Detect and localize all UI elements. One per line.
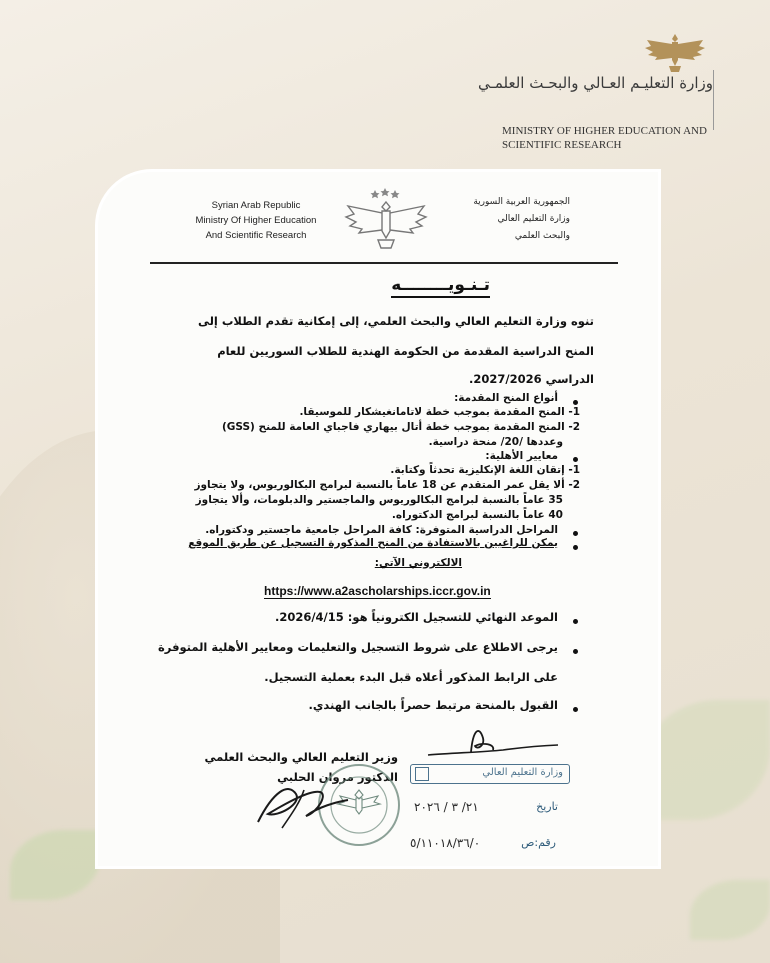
eligibility-1: 1- إتقان اللغة الإنكليزية تحدثاً وكتابة. bbox=[390, 464, 580, 476]
intro-line2: المنح الدراسية المقدمة من الحكومة الهندية للطلاب السوريين للعام bbox=[217, 344, 594, 358]
stamp-number-value: ٥/١١٠١٨/٣٦/٠ bbox=[410, 836, 481, 850]
minister-signature-icon bbox=[248, 772, 358, 832]
eagle-with-stars-icon bbox=[344, 186, 428, 252]
ministry-english-line1: MINISTRY OF HIGHER EDUCATION AND bbox=[502, 125, 707, 137]
stamp-date-value: ٢١/ ٣ / ٢٠٢٦ bbox=[414, 800, 479, 814]
review-line1: يرجى الاطلاع على شروط التسجيل والتعليمات ومعايير الأهلية المتوفرة bbox=[158, 640, 558, 654]
letterhead-english bbox=[186, 198, 326, 243]
eligibility-2-line2: 35 عاماً بالنسبة لبرامج البكالوريوس والماجستير والدبلومات، وألا يتجاوز bbox=[195, 494, 563, 506]
minister-name: الدكتور مروان الحلبي bbox=[277, 770, 398, 784]
intro-line1: تنوه وزارة التعليم العالي والبحث العلمي، إلى إمكانية تقدم الطلاب إلى bbox=[197, 314, 594, 328]
type-1: 1- المنح المقدمة بموجب خطة لاتامانغيشكار للموسيقا. bbox=[299, 406, 580, 418]
stamp-number-label: رقم:ص bbox=[521, 836, 556, 849]
bullet-register bbox=[573, 545, 578, 550]
official-letter bbox=[98, 172, 658, 866]
letterhead-en-line2: Ministry Of Higher Education bbox=[195, 215, 317, 226]
letterhead-rule bbox=[150, 262, 618, 264]
registry-stamp-ministry: وزارة التعليم العالي bbox=[482, 767, 563, 778]
bullet-types bbox=[573, 400, 578, 405]
register-line1: يمكن للراغبين بالاستفادة من المنح المذكورة التسجيل عن طريق الموقع bbox=[188, 537, 558, 549]
bullet-eligibility bbox=[573, 457, 578, 462]
stamp-emblem-icon bbox=[415, 767, 429, 781]
eligibility-heading: معايير الأهلية: bbox=[485, 450, 558, 462]
review-line2: على الرابط المذكور أعلاه قبل البدء بعملية التسجيل. bbox=[264, 670, 558, 684]
letterhead-ar-line2: وزارة التعليم العالي bbox=[497, 214, 570, 224]
eligibility-2-line1: 2- ألا يقل عمر المتقدم عن 18 عاماً بالنسبة لبرامج البكالوريوس، ولا يتجاوز bbox=[194, 479, 580, 491]
letterhead-ar-line1: الجمهورية العربية السورية bbox=[473, 197, 570, 207]
header-divider bbox=[713, 70, 714, 130]
stamp-date-label: تاريخ bbox=[536, 800, 558, 813]
registration-deadline: الموعد النهائي للتسجيل الكترونياً هو: 2026/4/15. bbox=[274, 610, 558, 624]
type-2-line1: 2- المنح المقدمة بموجب خطة أتال بيهاري فاجباي العامة للمنح (GSS) bbox=[221, 421, 580, 433]
registry-stamp bbox=[410, 764, 570, 784]
bullet-deadline bbox=[573, 619, 578, 624]
types-heading: أنواع المنح المقدمة: bbox=[454, 392, 558, 404]
intro-line3: الدراسي 2027/2026. bbox=[468, 372, 594, 386]
document-card bbox=[98, 172, 658, 866]
syrian-eagle-icon bbox=[645, 30, 705, 74]
acceptance-note: القبول بالمنحة مرتبط حصراً بالجانب الهندي. bbox=[308, 698, 558, 712]
bullet-acceptance bbox=[573, 707, 578, 712]
letterhead-arabic bbox=[473, 194, 570, 245]
eligibility-2-line3: 40 عاماً بالنسبة لبرامج الدكتوراه. bbox=[391, 509, 563, 521]
register-line2: الالكتروني الآتي: bbox=[374, 557, 462, 569]
ministry-arabic-name: وزارة التعليـم العـالي والبحـث العلمـي bbox=[477, 74, 713, 92]
bullet-levels bbox=[573, 531, 578, 536]
ministry-english-name bbox=[502, 124, 712, 152]
registration-url-link[interactable]: https://www.a2ascholarships.iccr.gov.in bbox=[264, 584, 491, 598]
ministry-header bbox=[477, 30, 725, 151]
registry-signature-icon bbox=[423, 720, 563, 760]
letterhead-en-line1: Syrian Arab Republic bbox=[211, 200, 301, 211]
notice-title: تـنـويــــــــه bbox=[391, 275, 490, 298]
minister-title: وزير التعليم العالي والبحث العلمي bbox=[204, 750, 398, 764]
ministry-english-line2: SCIENTIFIC RESEARCH bbox=[502, 139, 622, 151]
letterhead-en-line3: And Scientific Research bbox=[205, 230, 307, 241]
type-2-line2: وعددها /20/ منحة دراسية. bbox=[428, 436, 563, 448]
bullet-review bbox=[573, 649, 578, 654]
available-levels: المراحل الدراسية المتوفرة: كافة المراحل جامعية ماجستير ودكتوراه. bbox=[205, 524, 558, 536]
letterhead-ar-line3: والبحث العلمي bbox=[514, 231, 570, 241]
